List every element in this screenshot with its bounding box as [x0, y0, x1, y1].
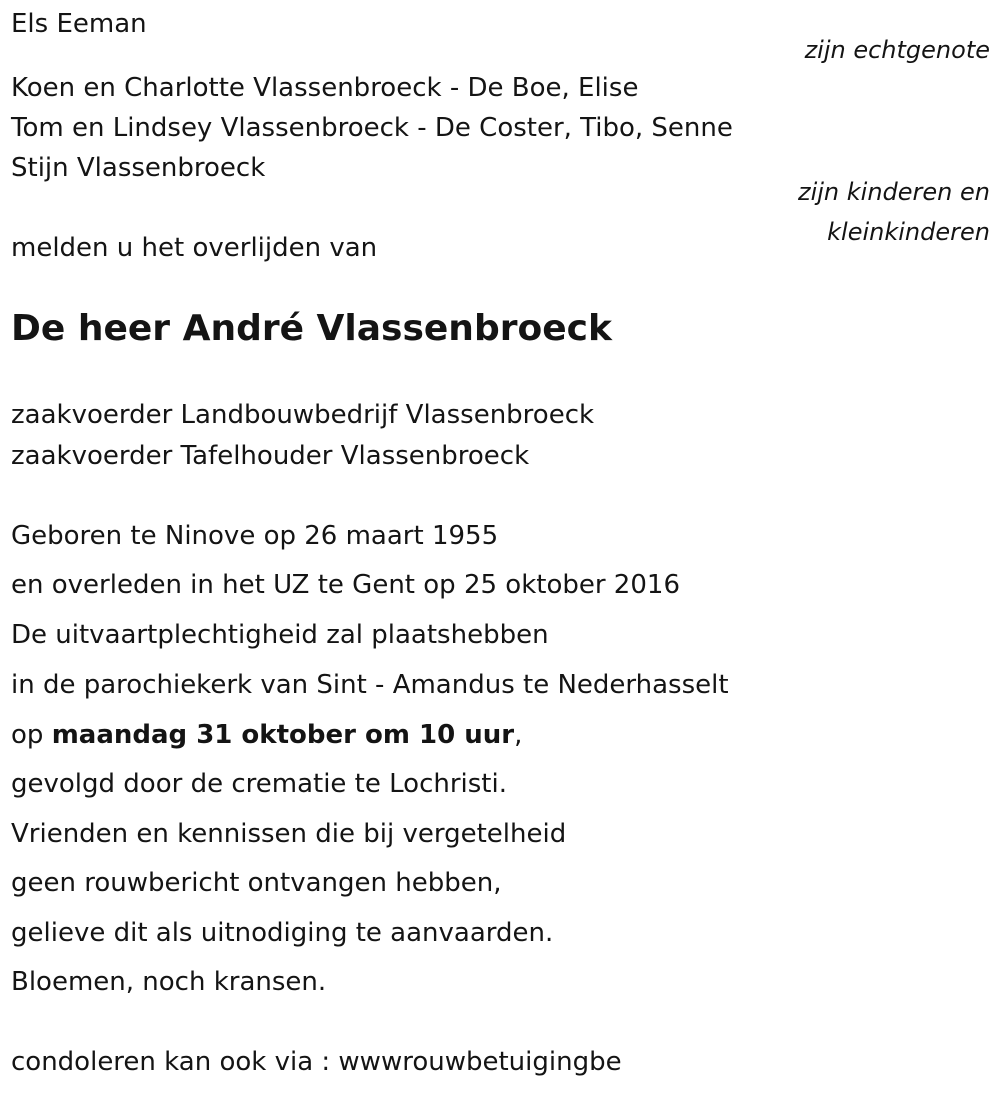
condolence-line: condoleren kan ook via : wwwrouwbetuigingbe [11, 1047, 622, 1077]
children-line-1: Koen en Charlotte Vlassenbroeck - De Boe, Elise [11, 73, 639, 103]
location-line: in de parochiekerk van Sint - Amandus te Nederhasselt [11, 670, 729, 700]
children-line-2: Tom en Lindsey Vlassenbroeck - De Coster, Tibo, Senne [11, 113, 733, 143]
deceased-name: De heer André Vlassenbroeck [11, 308, 612, 349]
ceremony-line: De uitvaartplechtigheid zal plaatshebben [11, 620, 549, 650]
born-line: Geboren te Ninove op 26 maart 1955 [11, 521, 499, 551]
date-bold: maandag 31 oktober om 10 uur [51, 720, 515, 750]
spouse-name: Els Eeman [11, 9, 147, 39]
date-suffix: , [514, 720, 523, 750]
title-line-1: zaakvoerder Landbouwbedrijf Vlassenbroeck [11, 400, 595, 430]
friends-line-2: geen rouwbericht ontvangen hebben, [11, 868, 502, 898]
children-line-3: Stijn Vlassenbroeck [11, 153, 266, 183]
flowers-line: Bloemen, noch kransen. [11, 967, 327, 997]
died-line: en overleden in het UZ te Gent op 25 oktober 2016 [11, 570, 680, 600]
date-prefix: op [11, 720, 52, 750]
title-line-2: zaakvoerder Tafelhouder Vlassenbroeck [11, 441, 530, 471]
cremation-line: gevolgd door de crematie te Lochristi. [11, 769, 507, 799]
children-relation-1: zijn kinderen en [798, 178, 990, 206]
date-line [11, 719, 522, 751]
friends-line-3: gelieve dit als uitnodiging te aanvaarden. [11, 918, 554, 948]
children-relation-2: kleinkinderen [827, 218, 990, 246]
friends-line-1: Vrienden en kennissen die bij vergetelheid [11, 819, 567, 849]
spouse-relation: zijn echtgenote [804, 36, 990, 64]
announcement-text: melden u het overlijden van [11, 233, 378, 263]
